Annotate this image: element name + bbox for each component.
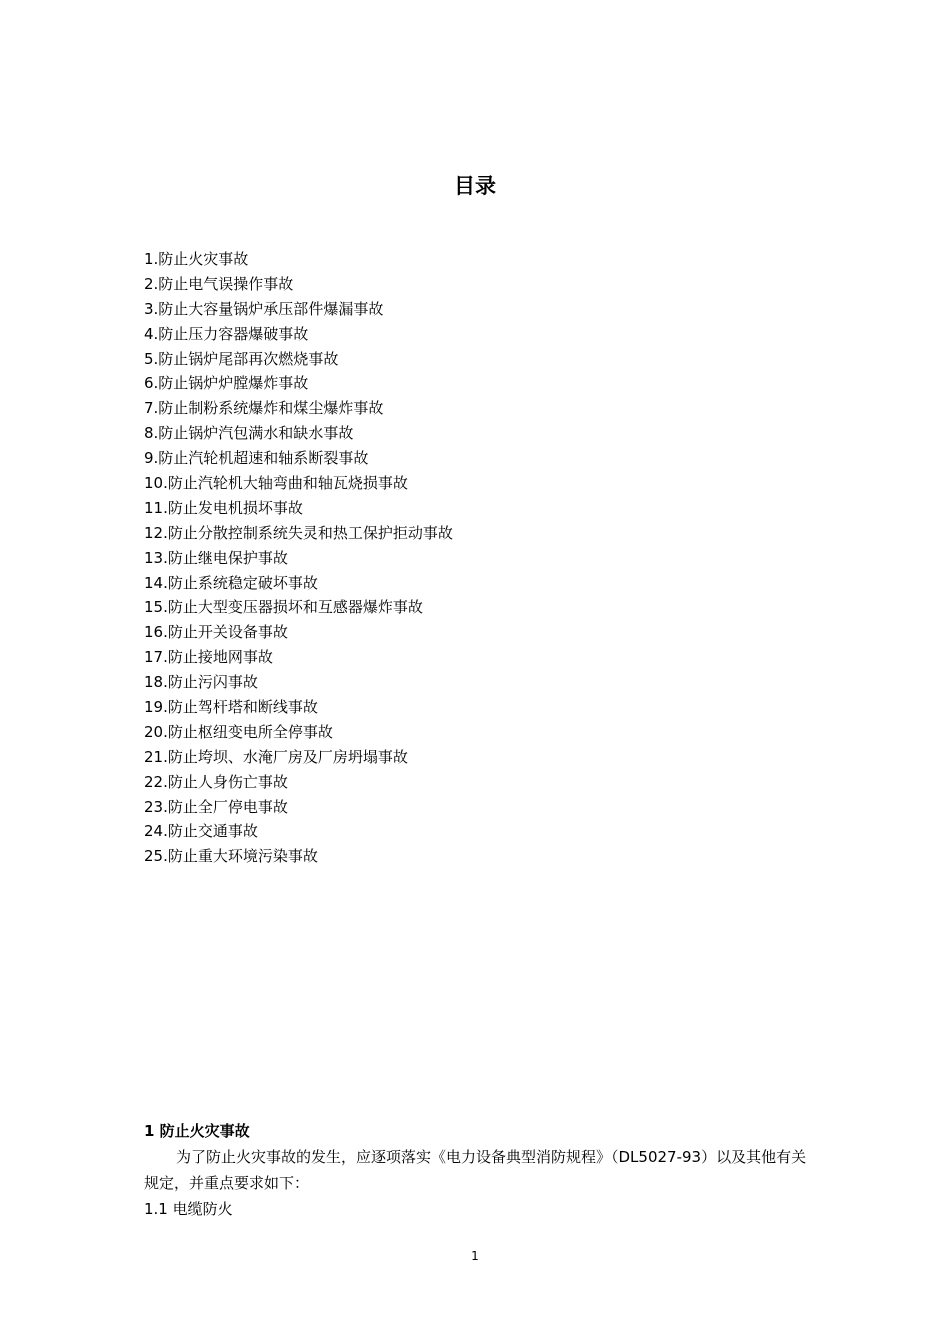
toc-item[interactable]: 1.防止火灾事故 xyxy=(144,250,249,268)
page-number: 1 xyxy=(471,1249,479,1263)
toc-item[interactable]: 18.防止污闪事故 xyxy=(144,673,258,692)
toc-item[interactable]: 6.防止锅炉炉膛爆炸事故 xyxy=(144,374,309,393)
subsection-heading: 1.1 电缆防火 xyxy=(144,1200,233,1218)
toc-item[interactable]: 20.防止枢纽变电所全停事故 xyxy=(144,722,333,741)
toc-item[interactable]: 5.防止锅炉尾部再次燃烧事故 xyxy=(144,349,339,368)
toc-item[interactable]: 19.防止驾杆塔和断线事故 xyxy=(144,698,318,717)
toc-item[interactable]: 14.防止系统稳定破坏事故 xyxy=(144,573,318,592)
toc-item[interactable]: 3.防止大容量锅炉承压部件爆漏事故 xyxy=(144,299,384,318)
section-fire-prevention xyxy=(144,1118,810,1222)
toc-item[interactable]: 24.防止交通事故 xyxy=(144,822,258,841)
toc-item[interactable]: 4.防止压力容器爆破事故 xyxy=(144,324,309,343)
toc-item[interactable]: 8.防止锅炉汽包满水和缺水事故 xyxy=(144,424,354,443)
toc-title: 目录 xyxy=(454,174,496,198)
section-heading: 1 防止火灾事故 xyxy=(144,1122,250,1140)
section-paragraph: 为了防止火灾事故的发生，应逐项落实《电力设备典型消防规程》（DL5027-93）以及其他有关规定，并重点要求如下： xyxy=(144,1148,807,1192)
toc-item[interactable]: 21.防止垮坝、水淹厂房及厂房坍塌事故 xyxy=(144,747,408,766)
toc-item[interactable]: 16.防止开关设备事故 xyxy=(144,623,288,642)
toc-item[interactable]: 17.防止接地网事故 xyxy=(144,648,273,667)
toc-item[interactable]: 22.防止人身伤亡事故 xyxy=(144,772,288,791)
toc-item[interactable]: 2.防止电气误操作事故 xyxy=(144,274,294,293)
toc-item[interactable]: 7.防止制粉系统爆炸和煤尘爆炸事故 xyxy=(144,399,384,418)
toc-item[interactable]: 10.防止汽轮机大轴弯曲和轴瓦烧损事故 xyxy=(144,474,408,493)
toc-item[interactable]: 25.防止重大环境污染事故 xyxy=(144,847,318,866)
toc-item[interactable]: 13.防止继电保护事故 xyxy=(144,548,288,567)
toc-item[interactable]: 15.防止大型变压器损坏和互感器爆炸事故 xyxy=(144,598,423,617)
toc-item[interactable]: 12.防止分散控制系统失灵和热工保护拒动事故 xyxy=(144,523,453,542)
toc-item[interactable]: 11.防止发电机损坏事故 xyxy=(144,498,303,517)
toc-list xyxy=(144,247,453,869)
toc-item[interactable]: 23.防止全厂停电事故 xyxy=(144,797,288,816)
toc-item[interactable]: 9.防止汽轮机超速和轴系断裂事故 xyxy=(144,449,369,468)
